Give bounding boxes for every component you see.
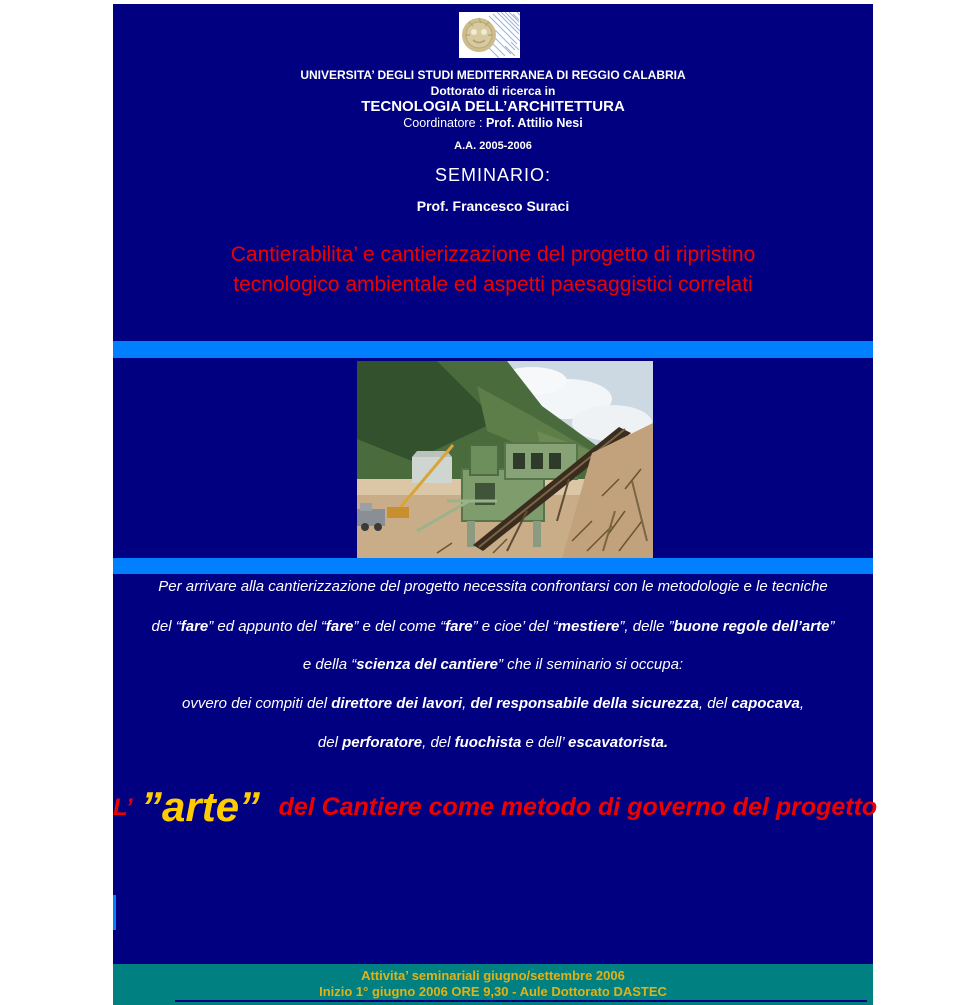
coordinator-label: Coordinatore : bbox=[403, 116, 486, 130]
program-name: TECNOLOGIA DELL’ARCHITETTURA bbox=[361, 98, 625, 115]
footer-line-1: Attivita’ seminariali giugno/settembre 2006 bbox=[361, 968, 625, 983]
body-line-4: ovvero dei compiti del direttore dei lavori, del responsabile della sicurezza, del capocava, bbox=[182, 695, 804, 712]
slide-title-line2: tecnologico ambientale ed aspetti paesaggistici correlati bbox=[233, 273, 753, 296]
coordinator-line bbox=[113, 116, 873, 130]
slogan-prefix: L’ bbox=[113, 794, 133, 821]
divider-stripe-top bbox=[113, 341, 873, 358]
seal-icon bbox=[459, 12, 520, 58]
university-seal-logo bbox=[459, 12, 520, 58]
coordinator-name: Prof. Attilio Nesi bbox=[485, 116, 583, 130]
divider-stripe-bottom bbox=[113, 558, 873, 574]
seminar-label: SEMINARIO: bbox=[434, 165, 551, 185]
footer-bar bbox=[113, 964, 873, 1005]
slide-title bbox=[113, 240, 873, 300]
seminar-speaker: Prof. Francesco Suraci bbox=[416, 198, 570, 214]
university-name: UNIVERSITA’ DEGLI STUDI MEDITERRANEA DI REGGIO CALABRIA bbox=[300, 68, 686, 82]
body-line-3: e della “scienza del cantiere” che il seminario si occupa: bbox=[302, 656, 684, 673]
slogan-rest: del Cantiere come metodo di governo del progetto bbox=[278, 793, 878, 821]
footer-underline bbox=[175, 1000, 867, 1002]
slide-title-line1: Cantierabilita’ e cantierizzazione del progetto di ripristino bbox=[230, 243, 756, 266]
quarry-photo bbox=[357, 361, 653, 558]
presentation-slide bbox=[113, 4, 878, 1005]
body-line-1: Per arrivare alla cantierizzazione del progetto necessita confrontarsi con le metodologie e le tecniche bbox=[158, 578, 828, 595]
slogan bbox=[113, 783, 878, 837]
slogan-highlight: ”arte” bbox=[141, 783, 261, 830]
left-edge-tick bbox=[113, 895, 116, 930]
quarry-photo-image bbox=[357, 361, 653, 558]
footer-line-2: Inizio 1° giugno 2006 ORE 9,30 - Aule Dottorato DASTEC bbox=[319, 984, 667, 999]
academic-year: A.A. 2005-2006 bbox=[454, 140, 532, 152]
body-line-5: del perforatore, del fuochista e dell’ escavatorista. bbox=[317, 734, 669, 751]
phd-line: Dottorato di ricerca in bbox=[430, 84, 556, 98]
body-line-2: del “fare” ed appunto del “fare” e del come “fare” e cioe’ del “mestiere”, delle ”buone regole dell’arte” bbox=[151, 618, 835, 635]
